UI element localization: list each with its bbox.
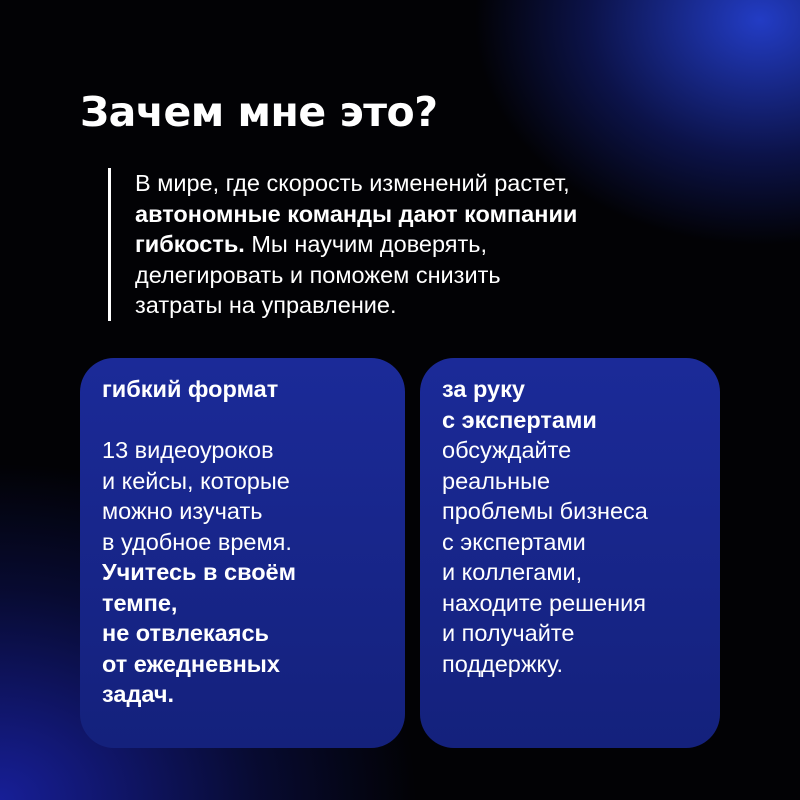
intro-line-bold: автономные команды дают компании: [135, 200, 578, 227]
card-text-line-bold: Учитесь в своём: [102, 559, 297, 585]
card-text-line: обсуждайте: [442, 437, 572, 463]
card-text-line: 13 видеоуроков: [102, 437, 274, 463]
card-text-line: в удобное время.: [102, 528, 292, 555]
intro-quote: [108, 168, 735, 321]
card-heading: гибкий формат: [102, 376, 279, 402]
page-title: Зачем мне это?: [80, 88, 438, 136]
intro-line: делегировать и поможем снизить: [135, 261, 501, 288]
card-text-line-bold: темпе,: [102, 589, 178, 616]
card-text-line: и получайте: [442, 620, 575, 646]
intro-line: затраты на управление.: [135, 292, 397, 318]
card-text-line: и кейсы, которые: [102, 467, 290, 494]
card-text-line: с экспертами: [442, 528, 586, 555]
feature-card-flexible-format: [80, 358, 405, 748]
card-text-line-bold: задач.: [102, 681, 175, 707]
card-text-line-bold: не отвлекаясь: [102, 620, 269, 646]
card-text-line: можно изучать: [102, 498, 263, 524]
intro-line: гибкость. Мы научим доверять,: [135, 231, 488, 257]
card-text-line: проблемы бизнеса: [442, 498, 648, 524]
card-heading: с экспертами: [442, 406, 597, 433]
card-text-line: поддержку.: [442, 650, 564, 677]
intro-line: В мире, где скорость изменений растет,: [135, 170, 570, 196]
card-text-line: и коллегами,: [442, 559, 583, 585]
spacer: [102, 405, 383, 436]
feature-card-experts: [420, 358, 720, 748]
card-heading: за руку: [442, 376, 525, 402]
card-text-line: находите решения: [442, 589, 646, 616]
card-text-line: реальные: [442, 467, 551, 494]
card-text-line-bold: от ежедневных: [102, 650, 280, 677]
